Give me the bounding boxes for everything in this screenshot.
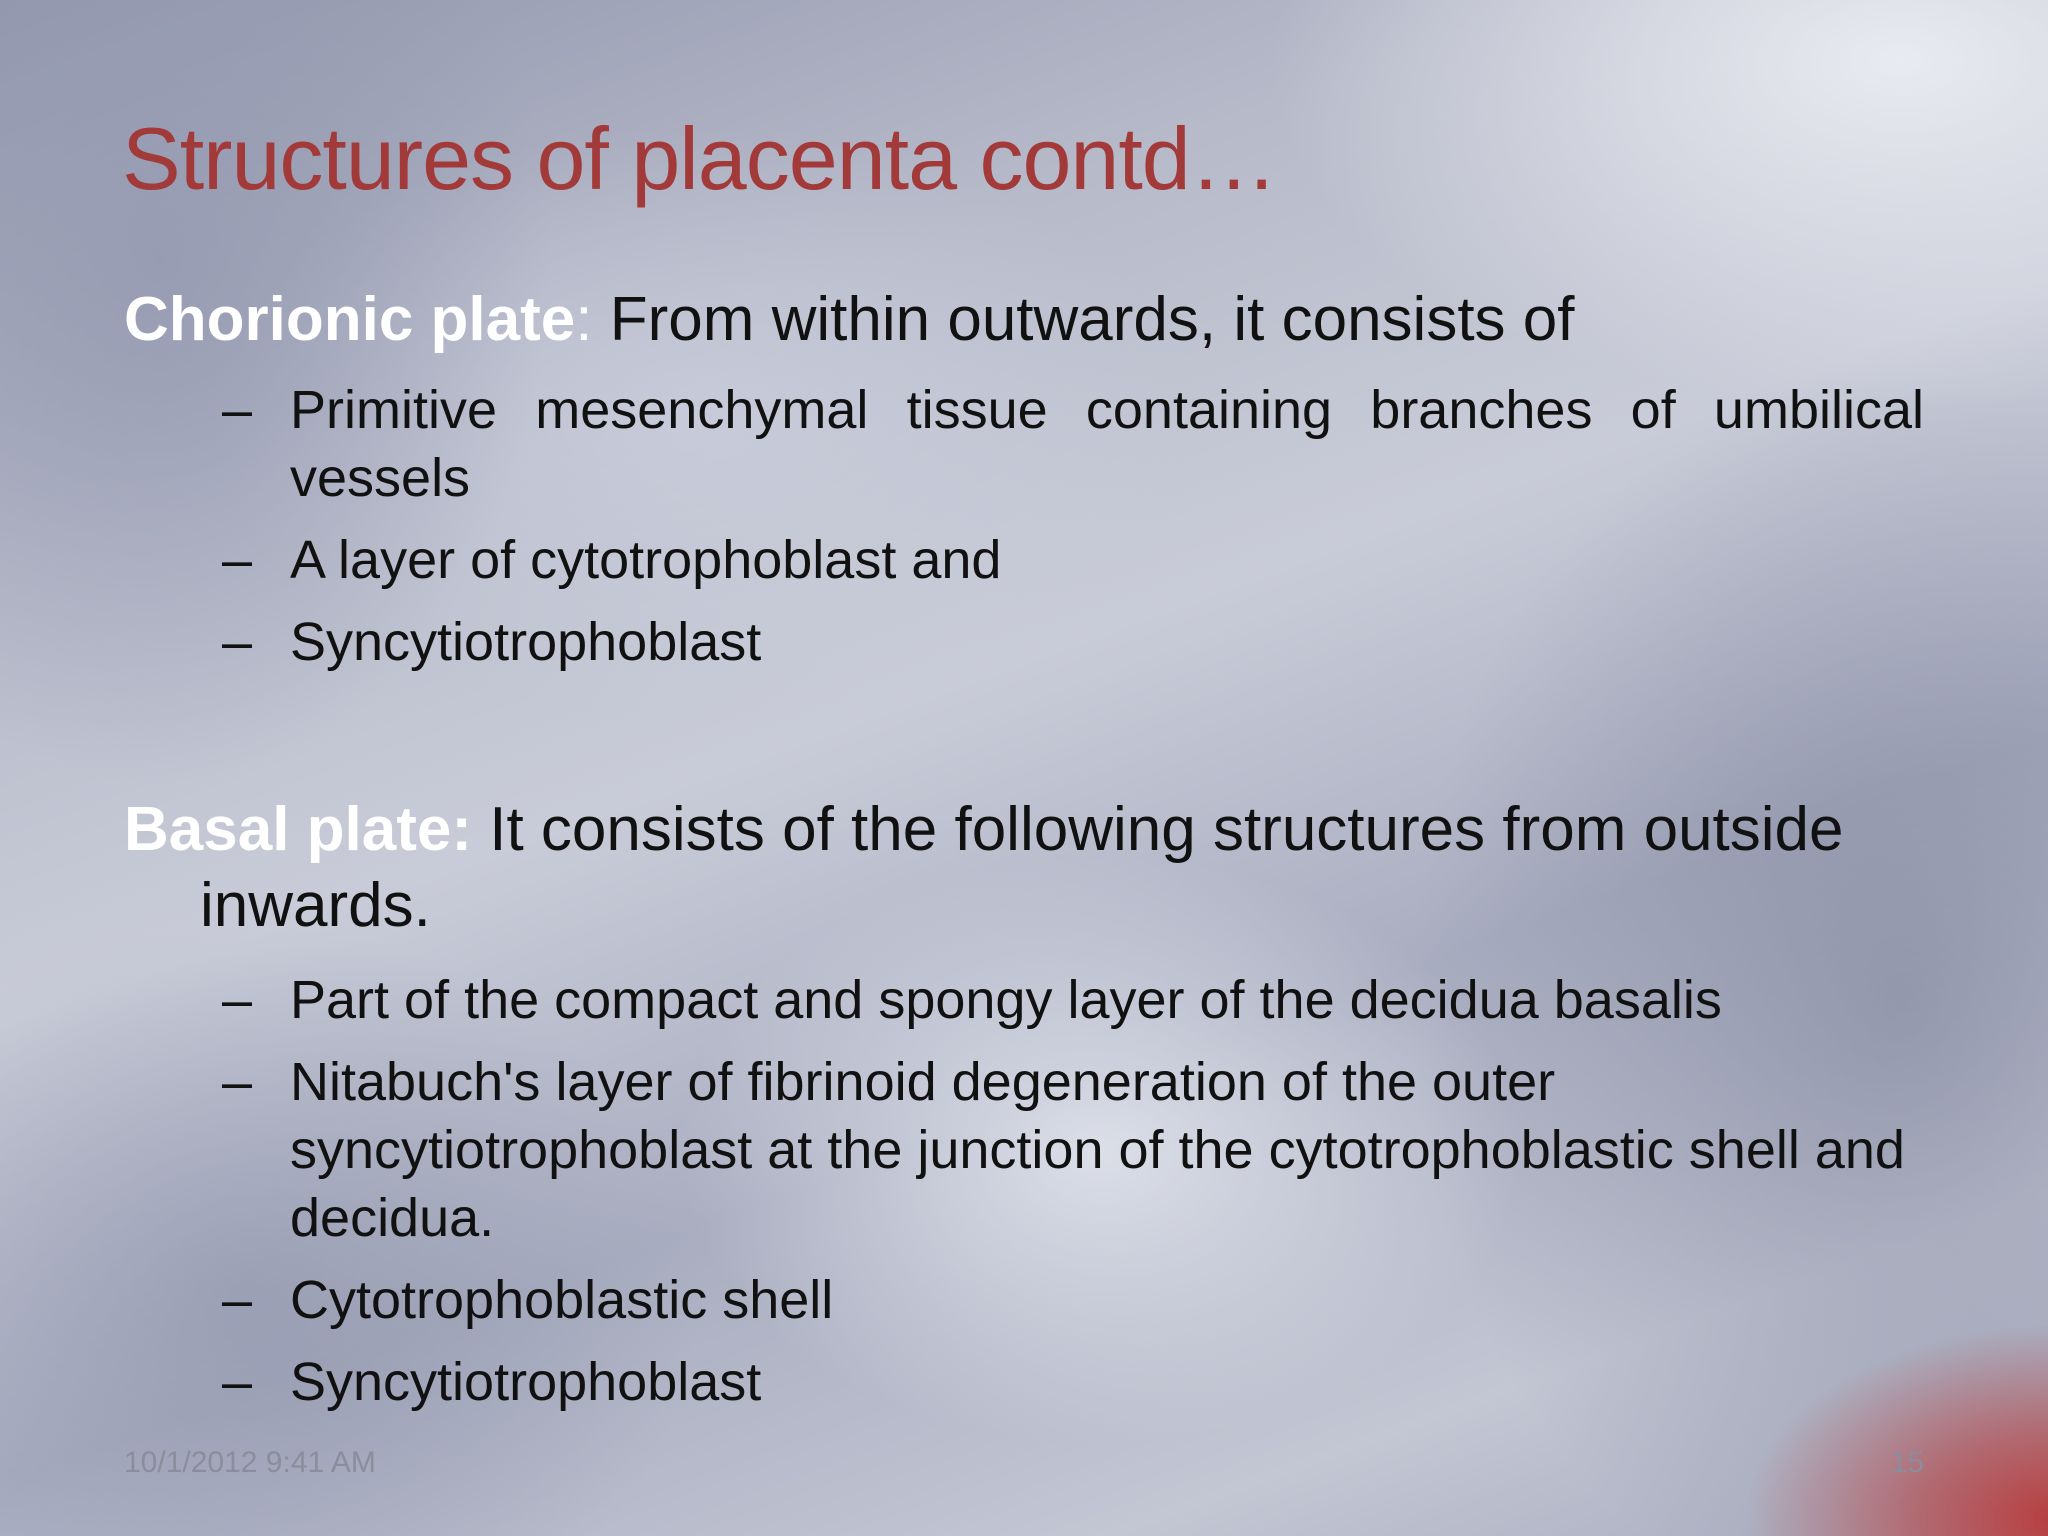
list-item bbox=[222, 526, 1924, 594]
list-item-text: Part of the compact and spongy layer of the decidua basalis bbox=[290, 970, 1722, 1030]
list-item bbox=[222, 1266, 1924, 1334]
bullet-dash: – bbox=[222, 380, 253, 440]
list-item-text: Cytotrophoblastic shell bbox=[290, 1270, 834, 1330]
list-item-text: Primitive mesenchymal tissue containing branches of umbilical vessels bbox=[290, 380, 1924, 508]
chorionic-plate-intro: From within outwards, it consists of bbox=[592, 285, 1575, 354]
basal-plate-heading bbox=[124, 792, 2000, 944]
bullet-dash: – bbox=[222, 970, 253, 1030]
list-item-text: Syncytiotrophoblast bbox=[290, 612, 762, 672]
list-item-text: A layer of cytotrophoblast and bbox=[290, 530, 1002, 590]
list-item bbox=[222, 1048, 1924, 1252]
chorionic-plate-label: Chorionic plate bbox=[124, 285, 576, 354]
chorionic-plate-heading bbox=[124, 282, 1924, 358]
chorionic-plate-separator: : bbox=[575, 285, 593, 354]
list-item bbox=[222, 608, 1924, 676]
bullet-dash: – bbox=[222, 530, 253, 590]
footer-date: 10/1/2012 9:41 AM bbox=[124, 1446, 376, 1479]
list-item bbox=[222, 1348, 1924, 1416]
basal-plate-intro: It consists of the following structures from outside inwards. bbox=[200, 795, 1861, 940]
list-item bbox=[222, 376, 1924, 512]
slide-number: 15 bbox=[1890, 1446, 1924, 1479]
list-item bbox=[222, 966, 1924, 1034]
basal-plate-list bbox=[222, 966, 1924, 1430]
bullet-dash: – bbox=[222, 612, 253, 672]
slide-title: Structures of placenta contd… bbox=[122, 109, 1277, 208]
list-item-text: Syncytiotrophoblast bbox=[290, 1352, 762, 1412]
bullet-dash: – bbox=[222, 1270, 253, 1330]
bullet-dash: – bbox=[222, 1352, 253, 1412]
basal-plate-label: Basal plate: bbox=[124, 795, 473, 864]
bullet-dash: – bbox=[222, 1052, 253, 1112]
chorionic-plate-list bbox=[222, 376, 1924, 690]
list-item-text: Nitabuch's layer of fibrinoid degeneration of the outer syncytiotrophoblast at the junction of the cytotrophoblastic shell and decidua. bbox=[290, 1052, 1905, 1248]
